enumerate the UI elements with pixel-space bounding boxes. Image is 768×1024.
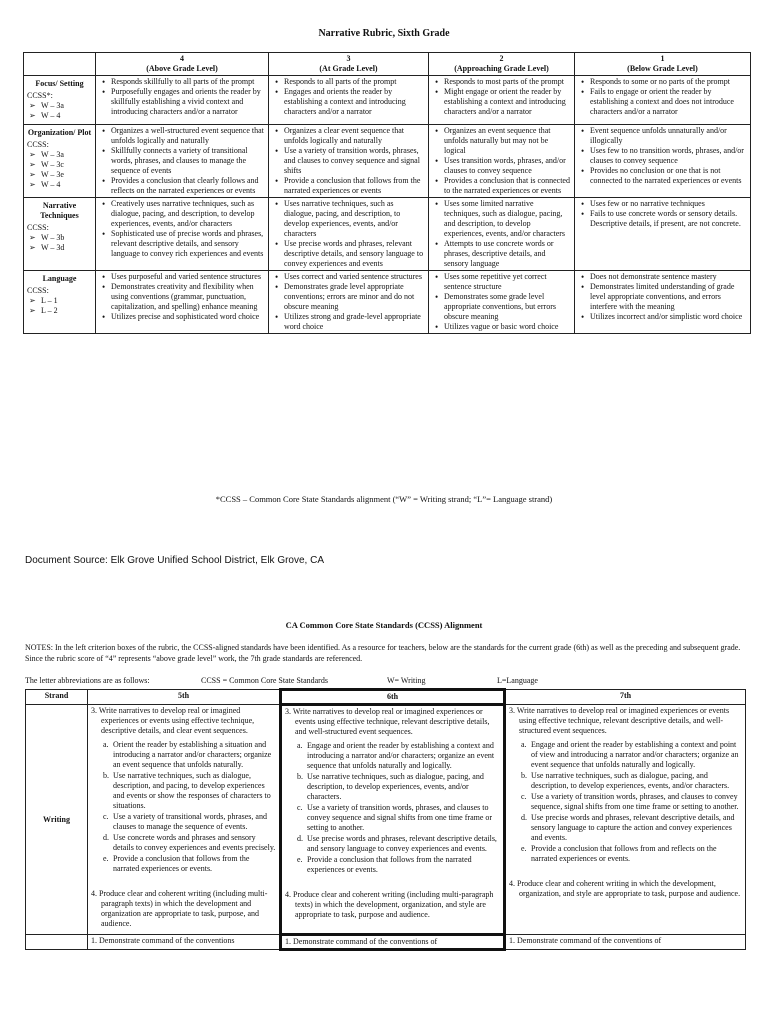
- rubric-cell: [269, 125, 429, 198]
- standard-subitem: [103, 854, 276, 874]
- subitem-text: Use a variety of transition words, phrases, and clauses to convey sequence and signal shifts from one time frame or setting to another.: [307, 803, 493, 832]
- subitem-text: Provide a conclusion that follows from and reflects on the narrated experiences or events.: [531, 844, 717, 863]
- standard-subitem: [297, 834, 500, 854]
- rubric-bullet: • Demonstrates creativity and flexibility when using conventions (grammar, punctuation, capitalization, and spelling) enhance meaning: [111, 282, 265, 312]
- rubric-cell: [96, 198, 269, 271]
- criterion-standard: ➢ L – 1: [27, 296, 92, 306]
- rubric-cell: [429, 198, 575, 271]
- criterion-name: Organization/ Plot: [27, 128, 92, 137]
- standard-item-3: 3. Write narratives to develop real or imagined experiences or events using effective technique, descriptive details, and clear event sequences.: [91, 706, 255, 735]
- rubric-bullet: • Does not demonstrate sentence mastery: [590, 272, 747, 282]
- grade-cell: [88, 705, 281, 935]
- subitem-letter: d.: [297, 834, 303, 843]
- grade-header: 6th: [281, 690, 505, 705]
- rubric-cell: [429, 271, 575, 334]
- standard-subitem: [103, 812, 276, 832]
- subitem-text: Use a variety of transitional words, phrases, and clauses to manage the sequence of events.: [113, 812, 267, 831]
- rubric-title: Narrative Rubric, Sixth Grade: [318, 28, 450, 39]
- level-label: (Approaching Grade Level): [454, 64, 549, 73]
- notes-paragraph: NOTES: In the left criterion boxes of the rubric, the CCSS-aligned standards have been identified. As a resource for teachers, below are the standards for the current grade (6th) as well as the preceding and subsequent grade. Since the rubric score of “4” represents “above grade level” work, the 7th grade standards are referenced.: [25, 643, 741, 663]
- rubric-bullet: • Engages and orients the reader by establishing a context and introducing characters and/or a narrator: [284, 87, 425, 117]
- standard-subitem: [521, 813, 742, 843]
- rubric-cell: [269, 271, 429, 334]
- criterion-cell: [24, 271, 96, 334]
- subitem-text: Engage and orient the reader by establishing a context and introducing a narrator and/or characters; organize an event sequence that unfolds naturally and logically.: [307, 741, 495, 770]
- rubric-bullet: • Responds to some or no parts of the prompt: [590, 77, 747, 87]
- rubric-bullet: • Responds to all parts of the prompt: [284, 77, 425, 87]
- level-header: [96, 53, 269, 76]
- rubric-bullet: • Utilizes incorrect and/or simplistic word choice: [590, 312, 747, 322]
- rubric-cell: [575, 76, 751, 125]
- criterion-standard: ➢ W – 4: [27, 180, 92, 190]
- subitem-text: Use precise words and phrases, relevant descriptive details, and sensory language to convey experiences and events.: [307, 834, 497, 853]
- strand-cell: Writing: [26, 705, 88, 935]
- rubric-bullet: • Uses transition words, phrases, and/or clauses to convey sequence: [444, 156, 571, 176]
- rubric-bullet: • Skillfully connects a variety of transitional words, phrases, and clauses to manage the sequence of events: [111, 146, 265, 176]
- criterion-ccss: CCSS*:: [27, 91, 53, 100]
- rubric-bullet: • Organizes a well-structured event sequence that unfolds logically and naturally: [111, 126, 265, 146]
- subitem-letter: e.: [297, 855, 303, 864]
- rubric-row: [24, 76, 751, 125]
- ccss-header-row: [26, 690, 746, 705]
- rubric-cell: [269, 76, 429, 125]
- criterion-name: Language: [42, 274, 77, 283]
- subitem-letter: e.: [521, 844, 527, 853]
- rubric-bullet: • Organizes an event sequence that unfolds naturally but may not be logical: [444, 126, 571, 156]
- rubric-bullet: • Utilizes precise and sophisticated word choice: [111, 312, 265, 322]
- subitem-letter: d.: [103, 833, 109, 842]
- rubric-cell: [96, 125, 269, 198]
- subitem-text: Use narrative techniques, such as dialogue, pacing, and description, to develop experiences, events, and/or characters.: [307, 772, 484, 801]
- level-score: 1: [660, 54, 665, 63]
- subitem-letter: c.: [297, 803, 303, 812]
- level-score: 2: [499, 54, 504, 63]
- rubric-bullet: • Fails to use concrete words or sensory details. Descriptive details, if present, are not concrete.: [590, 209, 747, 229]
- rubric-header-row: [24, 53, 751, 76]
- level-score: 3: [346, 54, 351, 63]
- rubric-bullet: • Purposefully engages and orients the reader by skillfully establishing a vivid context and introducing characters and/or a narrator: [111, 87, 265, 117]
- standard-subitem: [521, 740, 742, 770]
- abbr-lead: The letter abbreviations are as follows:: [25, 676, 150, 685]
- abbr-language: L=Language: [497, 676, 538, 685]
- ccss-writing-row: [26, 705, 746, 935]
- standard-subitem: [297, 772, 500, 802]
- standard-subitem: [521, 844, 742, 864]
- grade-header: 7th: [505, 690, 746, 705]
- criterion-standard: ➢ L – 2: [27, 306, 92, 316]
- rubric-bullet: • Demonstrates grade level appropriate conventions; errors are minor and do not obscure meaning: [284, 282, 425, 312]
- criterion-name: Focus/ Setting: [35, 79, 84, 88]
- subitem-text: Engage and orient the reader by establishing a context and point of view and introducing a narrator and/or characters; organize an event sequence that unfolds naturally and logically.: [531, 740, 739, 769]
- rubric-cell: [269, 198, 429, 271]
- criterion-cell: [24, 125, 96, 198]
- criterion-cell: [24, 198, 96, 271]
- grade-header: 5th: [88, 690, 281, 705]
- rubric-cell: [96, 271, 269, 334]
- subitem-letter: b.: [297, 772, 303, 781]
- criterion-standard: ➢ W – 3a: [27, 150, 92, 160]
- rubric-bullet: • Event sequence unfolds unnaturally and/or illogically: [590, 126, 747, 146]
- subitem-text: Use a variety of transition words, phrases, and clauses to convey sequence, signal shifts from one time frame or setting to another.: [531, 792, 739, 811]
- level-header: [575, 53, 751, 76]
- rubric-cell: [575, 125, 751, 198]
- criterion-ccss: CCSS:: [27, 286, 49, 295]
- subitem-letter: b.: [103, 771, 109, 780]
- rubric-row: [24, 271, 751, 334]
- standard-item-4: 4. Produce clear and coherent writing (including multi-paragraph texts) in which the development and organization are appropriate to task, purpose, and audience.: [91, 889, 268, 928]
- level-score: 4: [180, 54, 184, 63]
- standard-subitem: [297, 741, 500, 771]
- level-header: [269, 53, 429, 76]
- document-source: Document Source: Elk Grove Unified School District, Elk Grove, CA: [25, 555, 324, 566]
- rubric-bullet: • Attempts to use concrete words or phrases, descriptive details, and sensory language: [444, 239, 571, 269]
- strand-header: Strand: [26, 690, 88, 705]
- subitem-letter: a.: [103, 740, 109, 749]
- rubric-bullet: • Uses few or no narrative techniques: [590, 199, 747, 209]
- criterion-header: [24, 53, 96, 76]
- standard-subitem: [297, 803, 500, 833]
- rubric-bullet: • Responds skillfully to all parts of the prompt: [111, 77, 265, 87]
- criterion-name: Narrative Techniques: [40, 201, 79, 220]
- rubric-bullet: • Uses correct and varied sentence structures: [284, 272, 425, 282]
- strand-cell-empty: [26, 935, 88, 950]
- ccss-conventions-row: [26, 935, 746, 950]
- subitem-text: Use narrative techniques, such as dialogue, pacing, and description, to develop experiences, events, and/or characters.: [531, 771, 730, 790]
- subitem-letter: c.: [521, 792, 527, 801]
- ccss-alignment-title: CA Common Core State Standards (CCSS) Alignment: [285, 620, 483, 630]
- rubric-bullet: • Utilizes strong and grade-level appropriate word choice: [284, 312, 425, 332]
- subitem-letter: a.: [297, 741, 303, 750]
- subitem-text: Use narrative techniques, such as dialogue, description, and pacing, to develop experiences and events or show the responses of characters to situations.: [113, 771, 271, 810]
- rubric-bullet: • Provides no conclusion or one that is not connected to the narrated experiences or events: [590, 166, 747, 186]
- rubric-bullet: • Provides a conclusion that clearly follows and reflects on the narrated experiences or events: [111, 176, 265, 196]
- subitem-letter: a.: [521, 740, 527, 749]
- grade-cell: 1. Demonstrate command of the conventions of: [281, 935, 505, 950]
- rubric-bullet: • Sophisticated use of precise words and phrases, relevant descriptive details, and sensory language to convey rich experiences and events: [111, 229, 265, 259]
- subitem-text: Provide a conclusion that follows from the narrated experiences or events.: [307, 855, 472, 874]
- level-label: (Above Grade Level): [146, 64, 218, 73]
- rubric-table: [23, 52, 751, 334]
- criterion-cell: [24, 76, 96, 125]
- rubric-bullet: • Provides a conclusion that is connected to the narrated experiences or events: [444, 176, 571, 196]
- criterion-standard: ➢ W – 3d: [27, 243, 92, 253]
- abbr-ccss: CCSS = Common Core State Standards: [201, 676, 328, 685]
- subitem-text: Orient the reader by establishing a situation and introducing a narrator and/or characters; organize an event sequence that unfolds naturally.: [113, 740, 272, 769]
- rubric-bullet: • Demonstrates some grade level appropriate conventions, but errors obscure meaning: [444, 292, 571, 322]
- rubric-bullet: • Responds to most parts of the prompt: [444, 77, 571, 87]
- rubric-cell: [575, 198, 751, 271]
- rubric-bullet: • Fails to engage or orient the reader by establishing a context and does not introduce characters and/or a narrator: [590, 87, 747, 117]
- subitem-letter: c.: [103, 812, 109, 821]
- subitem-letter: d.: [521, 813, 527, 822]
- grade-cell: 1. Demonstrate command of the conventions of: [505, 935, 746, 950]
- standard-item-3: 3. Write narratives to develop real or imagined experiences or events using effective technique, relevant descriptive details, and well-structured event sequences.: [509, 706, 730, 735]
- rubric-cell: [429, 125, 575, 198]
- standard-subitem: [103, 833, 276, 853]
- subitem-letter: e.: [103, 854, 109, 863]
- criterion-standard: ➢ W – 3b: [27, 233, 92, 243]
- rubric-bullet: • Demonstrates limited understanding of grade level appropriate conventions, and errors interfere with the meaning: [590, 282, 747, 312]
- standard-subitem: [103, 740, 276, 770]
- subitem-text: Use concrete words and phrases and sensory details to convey experiences and events precisely.: [113, 833, 276, 852]
- ccss-table: [25, 688, 746, 951]
- standard-subitem: [521, 771, 742, 791]
- rubric-bullet: • Uses narrative techniques, such as dialogue, pacing, and description, to develop experiences, events, and/or characters: [284, 199, 425, 239]
- abbr-writing: W= Writing: [387, 676, 426, 685]
- standard-subitem: [297, 855, 500, 875]
- standard-subitem: [521, 792, 742, 812]
- rubric-bullet: • Creatively uses narrative techniques, such as dialogue, pacing, and description, to develop experiences, events, and/or characters: [111, 199, 265, 229]
- rubric-bullet: • Organizes a clear event sequence that unfolds logically and naturally: [284, 126, 425, 146]
- criterion-standard: ➢ W – 3a: [27, 101, 92, 111]
- subitem-letter: b.: [521, 771, 527, 780]
- rubric-bullet: • Use a variety of transition words, phrases, and clauses to convey sequence and signal shifts: [284, 146, 425, 176]
- level-label: (At Grade Level): [319, 64, 378, 73]
- rubric-row: [24, 125, 751, 198]
- standard-item-3: 3. Write narratives to develop real or imagined experiences or events using effective technique, relevant descriptive details, and well-structured event sequences.: [285, 707, 490, 736]
- criterion-ccss: CCSS:: [27, 140, 49, 149]
- standard-subitem: [103, 771, 276, 811]
- level-header: [429, 53, 575, 76]
- criterion-standard: ➢ W – 4: [27, 111, 92, 121]
- grade-cell: [281, 705, 505, 935]
- standard-item-4: 4. Produce clear and coherent writing in which the development, organization, and style are appropriate to task, purpose and audience.: [509, 879, 741, 898]
- rubric-cell: [429, 76, 575, 125]
- standard-item-4: 4. Produce clear and coherent writing (including multi-paragraph texts) in which the development, organization, and style are appropriate to task, purpose and audience.: [285, 890, 494, 919]
- rubric-bullet: • Use precise words and phrases, relevant descriptive details, and sensory language to convey experiences and events: [284, 239, 425, 269]
- rubric-bullet: • Uses purposeful and varied sentence structures: [111, 272, 265, 282]
- rubric-bullet: • Uses few to no transition words, phrases, and/or clauses to convey sequence: [590, 146, 747, 166]
- criterion-ccss: CCSS:: [27, 223, 49, 232]
- ccss-footnote: *CCSS – Common Core State Standards alignment (“W” = Writing strand; “L”= Language strand): [215, 494, 553, 504]
- rubric-cell: [575, 271, 751, 334]
- rubric-bullet: • Uses some repetitive yet correct sentence structure: [444, 272, 571, 292]
- rubric-bullet: • Provide a conclusion that follows from the narrated experiences or events: [284, 176, 425, 196]
- rubric-bullet: • Might engage or orient the reader by establishing a context and introducing characters and/or a narrator: [444, 87, 571, 117]
- rubric-cell: [96, 76, 269, 125]
- rubric-bullet: • Utilizes vague or basic word choice: [444, 322, 571, 332]
- criterion-standard: ➢ W – 3c: [27, 160, 92, 170]
- rubric-bullet: • Uses some limited narrative techniques, such as dialogue, pacing, and description, to develop experiences, events, and/or characters: [444, 199, 571, 239]
- grade-cell: [505, 705, 746, 935]
- subitem-text: Use precise words and phrases, relevant descriptive details, and sensory language to capture the action and convey experiences and events.: [531, 813, 735, 842]
- subitem-text: Provide a conclusion that follows from the narrated experiences or events.: [113, 854, 250, 873]
- rubric-row: [24, 198, 751, 271]
- criterion-standard: ➢ W – 3e: [27, 170, 92, 180]
- grade-cell: 1. Demonstrate command of the conventions: [88, 935, 281, 950]
- level-label: (Below Grade Level): [627, 64, 698, 73]
